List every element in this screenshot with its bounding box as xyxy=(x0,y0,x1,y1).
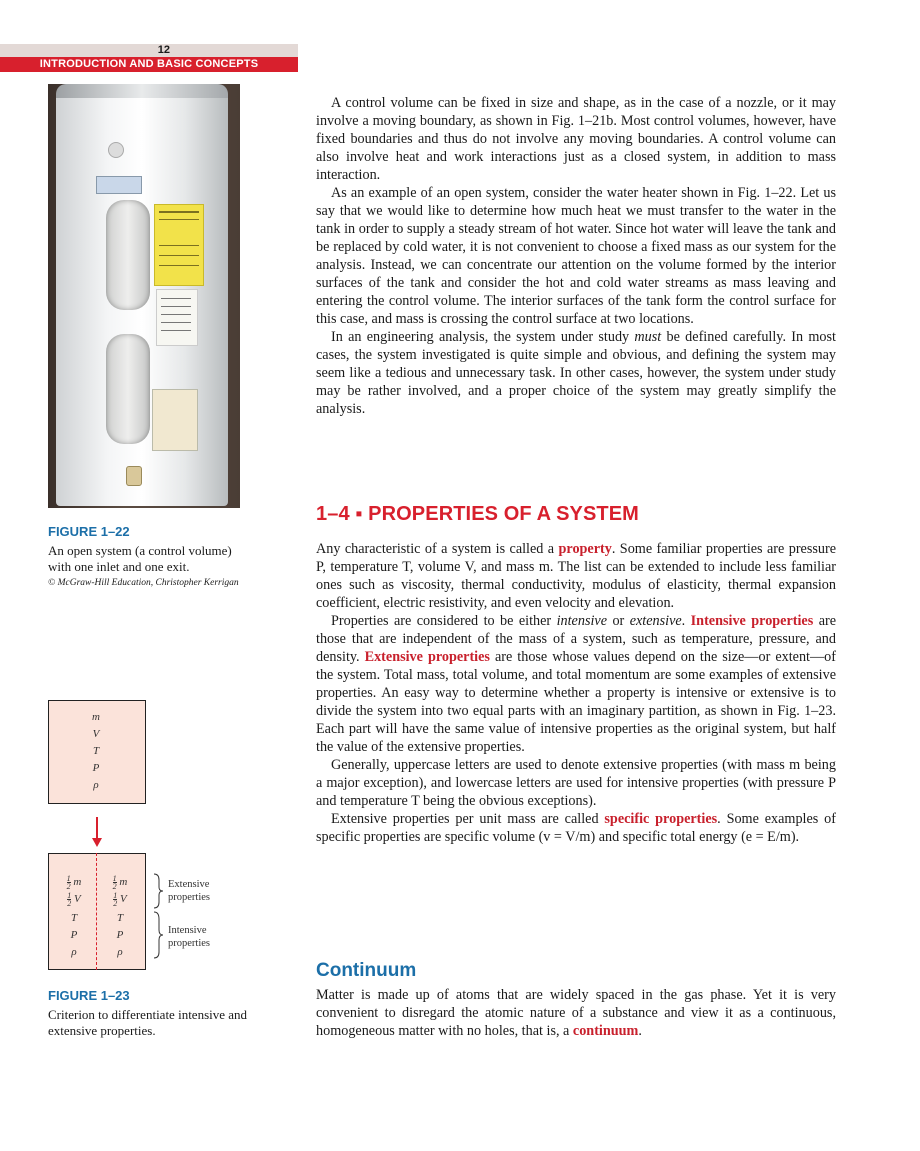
prop-rho: ρ xyxy=(93,779,99,791)
term-intensive-properties: Intensive properties xyxy=(690,613,814,629)
extensive-label-line1: Extensive xyxy=(168,879,210,890)
intensive-label-line1: Intensive xyxy=(168,925,207,936)
paragraph-specific-properties: Extensive properties per unit mass are called specific properties. Some examples of specific properties are specific volume (v = V/m) and specific total energy (e = E/m). xyxy=(316,811,836,845)
prop-v: V xyxy=(92,728,100,740)
term-extensive-properties: Extensive properties xyxy=(364,649,490,665)
paragraph-continuum: Matter is made up of atoms that are widely spaced in the gas phase. Yet it is very convenient to disregard the atomic nature of a substance and view it as a continuous, homogeneous matter with no holes, that is, a continuum. xyxy=(316,987,836,1039)
drain-valve xyxy=(126,466,142,486)
division-arrow-head xyxy=(92,838,102,847)
paragraph-property-definition: Any characteristic of a system is called a property. Some familiar properties are pressure P, temperature T, volume V, and mass m. The list can be extended to include less familiar ones such as viscosity, thermal conductivity, modulus of elasticity, thermal expansion coefficient, electric resistivity, and even velocity and elevation. xyxy=(316,541,836,611)
right-p: P xyxy=(116,929,124,941)
term-specific-properties: specific properties xyxy=(604,811,718,827)
heater-gauge xyxy=(108,142,124,158)
paragraph-letter-convention: Generally, uppercase letters are used to denote extensive properties (with mass m being a major exception), and lowercase letters are used for intensive properties (with pressure P and temperature T being the obvious exceptions). xyxy=(316,757,836,809)
paragraph-intensive-extensive: Properties are considered to be either intensive or extensive. Intensive properties are those that are independent of the mass of a system, such as temperature, pressure, and density. Extensive properties are those whose values depend on the size—or extent—of the system. Total mass, total volume, and total momentum are some examples of extensive properties. An easy way to determine whether a property is intensive or extensive is to divide the system into two equal parts with an imaginary partition, as shown in Fig. 1–23. Each part will have the same value of intensive properties as the original system, but half the value of the extensive properties. xyxy=(316,613,837,755)
prop-t: T xyxy=(92,745,100,757)
right-rho: ρ xyxy=(117,946,123,958)
figure-1-22-label: FIGURE 1–22 xyxy=(48,524,130,539)
paragraph-engineering-analysis: In an engineering analysis, the system under study must be defined carefully. In most cases, the system investigated is quite simple and obvious, and defining the system may seem like a tedious and unnecessary task. In other cases, however, the system under study may be rather involved, and a proper choice of the system may greatly simplify the analysis. xyxy=(316,329,836,417)
heater-rating-label xyxy=(96,176,142,194)
lower-access-panel xyxy=(106,334,150,444)
right-half-m: $\frac{1}{2}$ m xyxy=(112,874,128,891)
intro-text-block xyxy=(316,94,836,418)
info-label xyxy=(156,289,198,346)
section-heading-properties: 1–4 ▪ PROPERTIES OF A SYSTEM xyxy=(316,503,639,525)
caution-label xyxy=(152,389,198,451)
warning-label xyxy=(154,204,204,286)
left-p: P xyxy=(70,929,78,941)
imaginary-partition xyxy=(96,853,97,970)
figure-1-23-caption-line2: extensive properties. xyxy=(48,1023,156,1038)
right-half-v: $\frac{1}{2}$ V xyxy=(113,891,127,908)
continuum-text-block xyxy=(316,986,836,1040)
term-property: property xyxy=(558,541,612,557)
figure-1-22-caption-line1: An open system (a control volume) xyxy=(48,543,232,558)
figure-1-22-caption-line2: with one inlet and one exit. xyxy=(48,559,190,574)
left-rho: ρ xyxy=(71,946,77,958)
paragraph-water-heater: As an example of an open system, consider the water heater shown in Fig. 1–22. Let us say that we would like to determine how much heat we must transfer to the water in the tank in order to supply a steady stream of hot water. Since hot water will leave the tank and be replaced by cold water, it is not convenient to choose a fixed mass as our system for the analysis. Instead, we can concentrate our attention on the volume formed by the interior surfaces of the tank and consider the hot and cold water streams as mass leaving and entering the control volume. The interior surfaces of the tank form the control surface for this case, and mass is crossing the control surface at two locations. xyxy=(316,185,836,327)
figure-1-22-credit: © McGraw-Hill Education, Christopher Kerrigan xyxy=(48,578,239,588)
left-half-v: $\frac{1}{2}$ V xyxy=(67,891,81,908)
water-heater-top xyxy=(56,84,228,98)
subsection-heading-continuum: Continuum xyxy=(316,960,417,981)
page-number: 12 xyxy=(0,44,298,57)
right-t: T xyxy=(116,912,124,924)
intensive-label-line2: properties xyxy=(168,938,210,949)
prop-m: m xyxy=(92,711,100,723)
water-heater-photo xyxy=(48,84,240,508)
property-braces xyxy=(152,872,166,962)
left-half-m: $\frac{1}{2}$ m xyxy=(66,874,82,891)
prop-p: P xyxy=(92,762,100,774)
figure-1-23-label: FIGURE 1–23 xyxy=(48,988,130,1003)
paragraph-control-volume: A control volume can be fixed in size and shape, as in the case of a nozzle, or it may involve a moving boundary, as shown in Fig. 1–21b. Most control volumes, however, have fixed boundaries and thus do not involve any moving boundaries. A control volume can also involve heat and work interactions just as a closed system, in addition to mass interaction. xyxy=(316,95,836,183)
figure-1-23-caption-line1: Criterion to differentiate intensive and xyxy=(48,1007,248,1022)
left-t: T xyxy=(70,912,78,924)
extensive-label-line2: properties xyxy=(168,892,210,903)
chapter-title: INTRODUCTION AND BASIC CONCEPTS xyxy=(0,57,298,72)
upper-access-panel xyxy=(106,200,150,310)
properties-text-block xyxy=(316,540,836,846)
term-continuum: continuum xyxy=(572,1023,639,1039)
